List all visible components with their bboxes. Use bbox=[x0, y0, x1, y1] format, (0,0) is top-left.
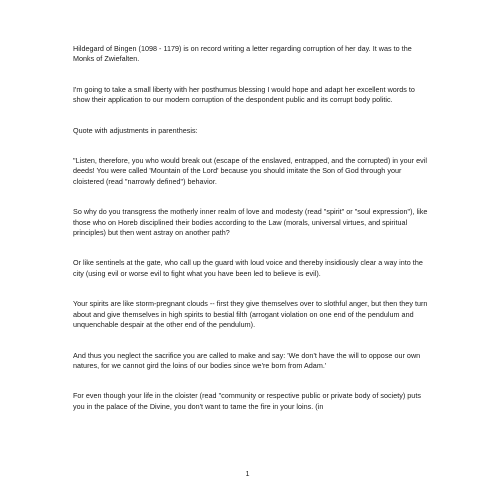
paragraph-transgress: So why do you transgress the motherly inner realm of love and modesty (read "spirit" or "soul expression"), like those who on Horeb disciplined their bodies according to the Law (morals, universal virtues, and spiritual principles) but then went astray on another path? bbox=[73, 207, 428, 238]
paragraph-cloister: For even though your life in the cloister (read "community or respective public or private body of society) puts you in the palace of the Divine, you don't want to tame the fire in your loins. (in bbox=[73, 391, 421, 411]
paragraph-sacrifice: And thus you neglect the sacrifice you are called to make and say: 'We don't have the will to oppose our own natures, for we cannot gird the loins of our bodies since we're born from Adam.' bbox=[73, 350, 421, 370]
page-number: 1 bbox=[245, 469, 250, 478]
document-body bbox=[73, 44, 433, 412]
paragraph-listen: "Listen, therefore, you who would break out (escape of the enslaved, entrapped, and the corrupted) in your evil deeds! You were called 'Mountain of the Lord' because you should imitate the Son of God through your cloistered (read "narrowly defined") behavior. bbox=[73, 156, 427, 186]
paragraph-intro: Hildegard of Bingen (1098 - 1179) is on record writing a letter regarding corruption of her day. It was to the Monks of Zwiefalten. bbox=[73, 44, 412, 64]
paragraph-spirits: Your spirits are like storm-pregnant clouds -- first they give themselves over to slothful anger, but then they turn about and give themselves in high spirits to bestial filth (arrogant violation on one end of the pendulum and unquenchable despair at the other end of the pendulum). bbox=[73, 299, 428, 330]
paragraph-sentinels: Or like sentinels at the gate, who call up the guard with loud voice and thereby insidiously clear a way into the city (using evil or worse evil to fight what you have been led to believe is evil). bbox=[73, 258, 423, 278]
paragraph-liberty: I'm going to take a small liberty with her posthumus blessing I would hope and adapt her excellent words to show their application to our modern corruption of the despondent public and its corrupt body politic. bbox=[73, 84, 415, 105]
paragraph-quote-intro: Quote with adjustments in parenthesis: bbox=[73, 125, 198, 135]
